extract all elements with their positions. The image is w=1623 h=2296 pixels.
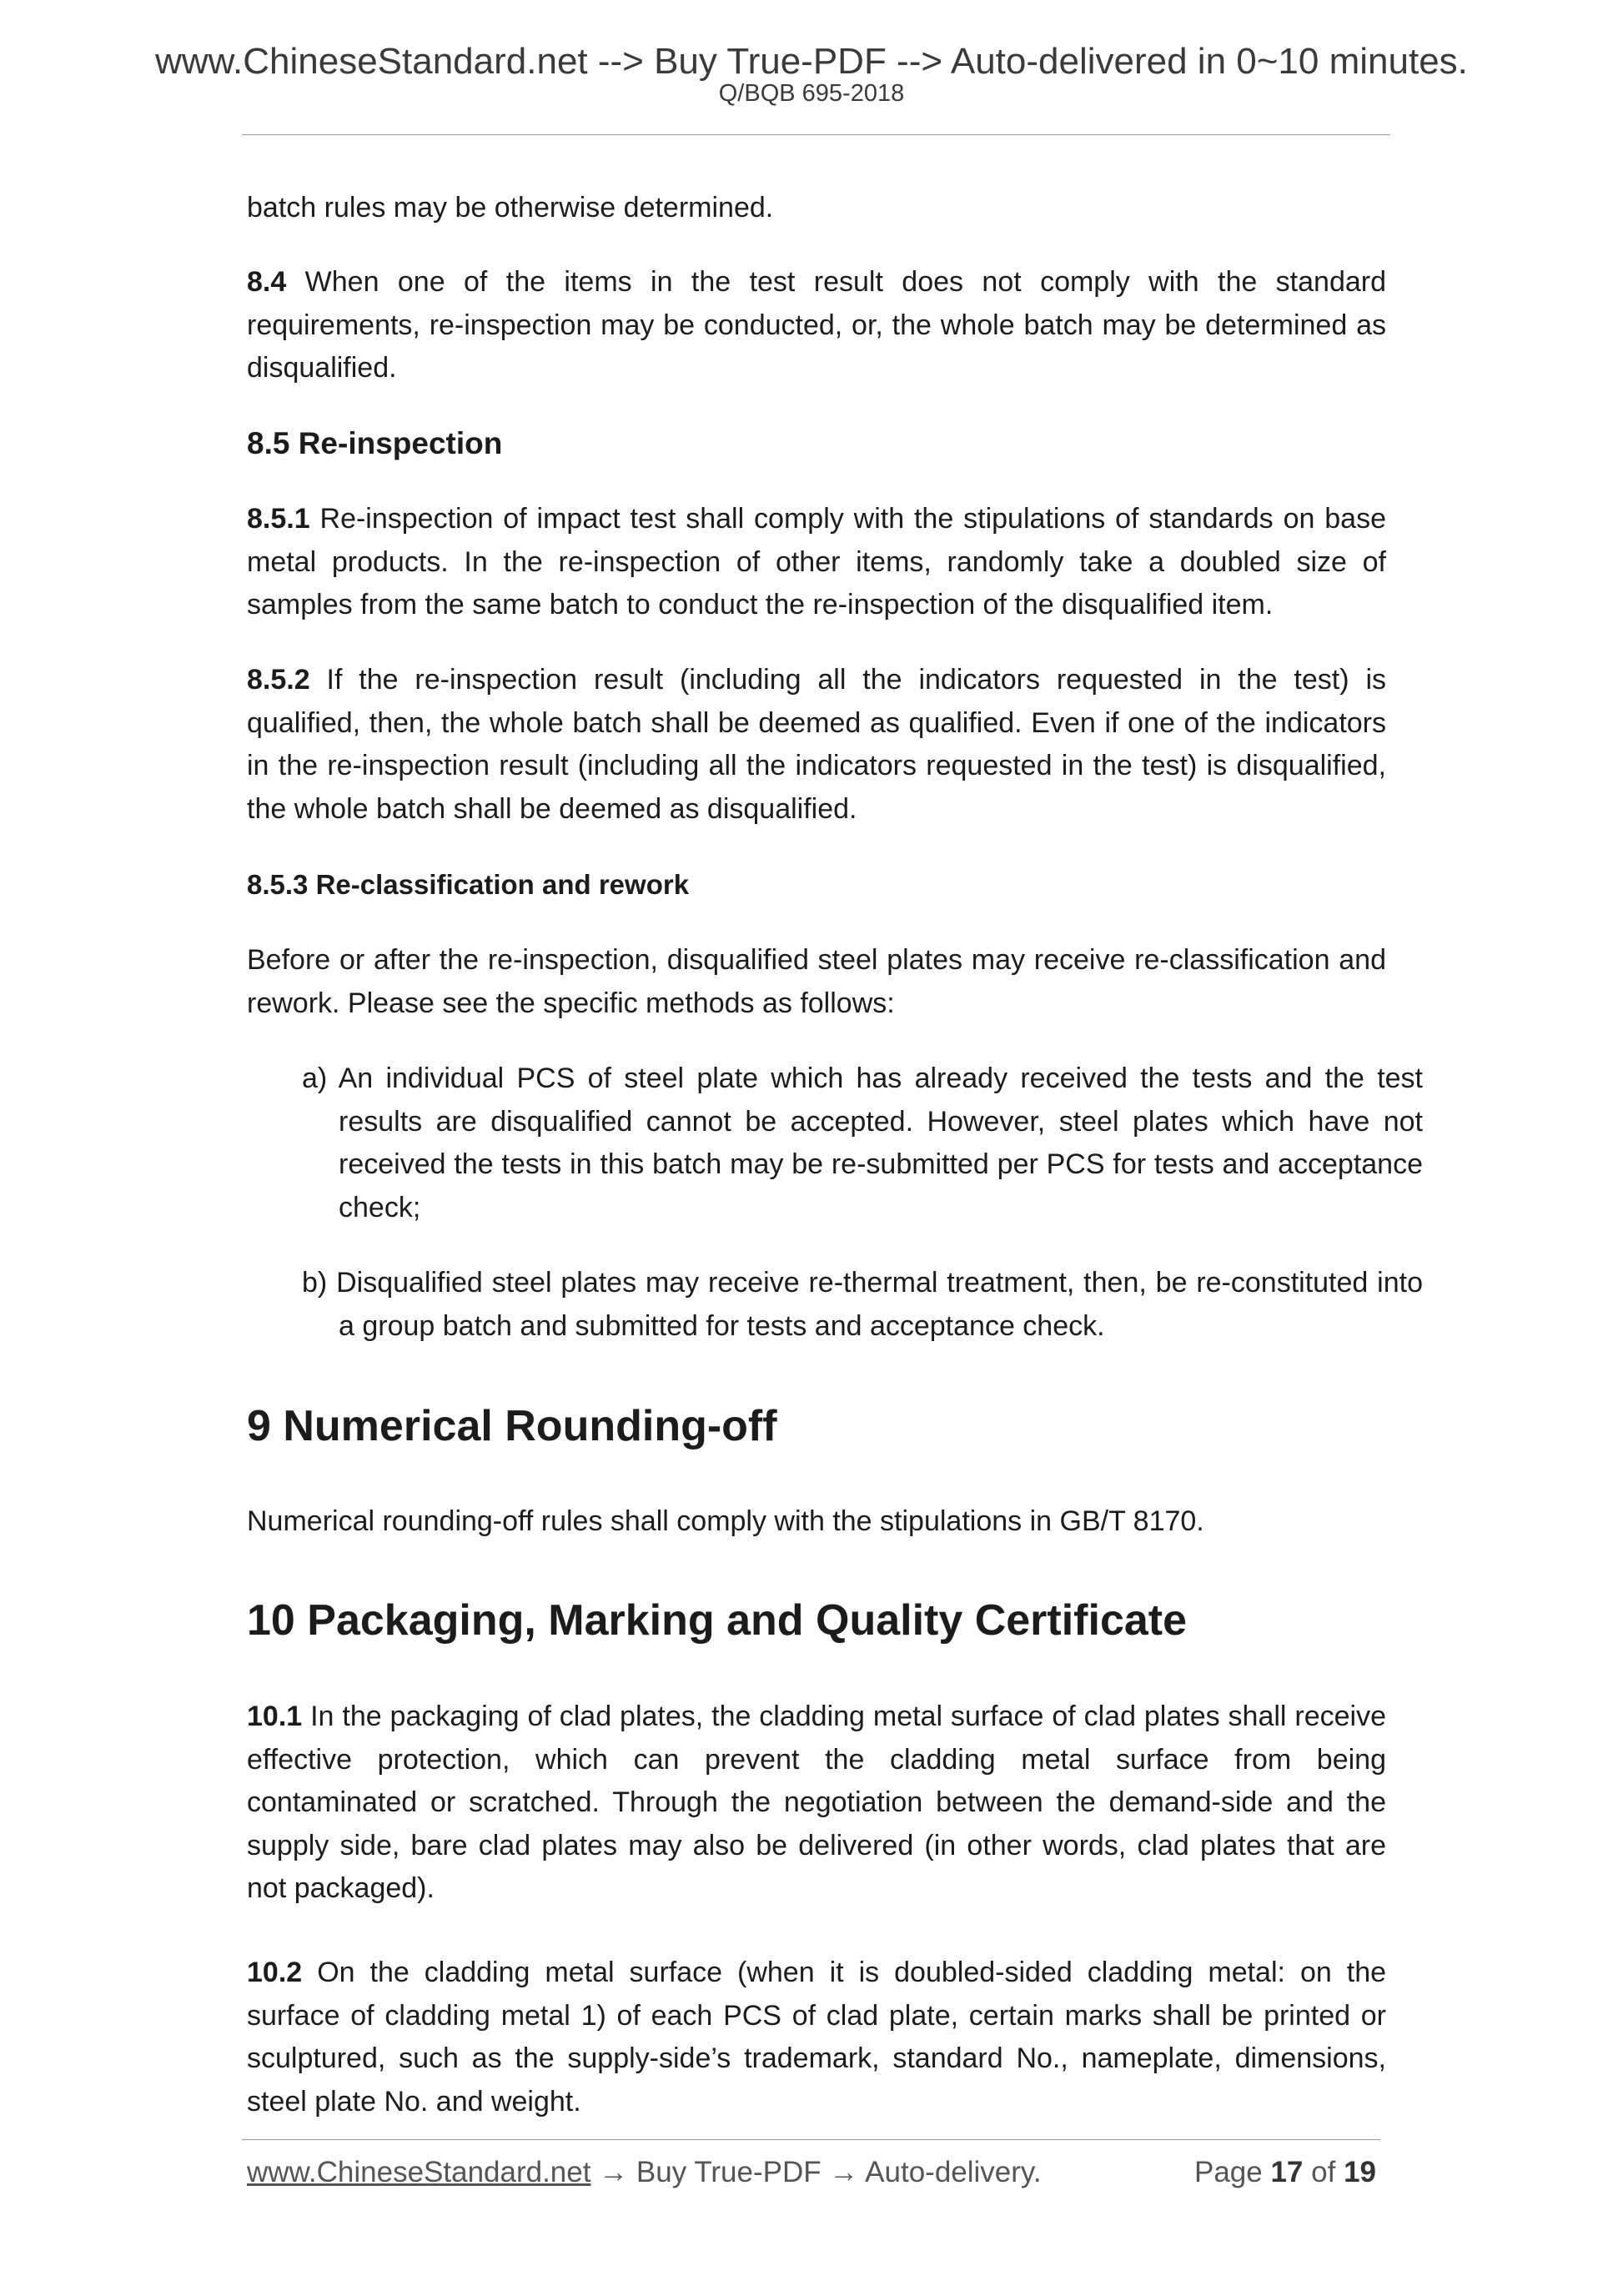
page-indicator: Page 17 of 19 <box>1193 2156 1376 2188</box>
clause-number: 8.5.1 <box>247 503 310 535</box>
clause-10-2: 10.2 On the cladding metal surface (when it is doubled-sided cladding metal: on the surface of cladding metal 1) of each PCS of clad plate, certain marks shall be printed or sculptured, such as the supply-side’s trademark, standard No., nameplate, dimensions, steel plate No. and weight. <box>247 1957 1387 2118</box>
heading-8-5: 8.5 Re-inspection <box>247 426 503 460</box>
paragraph-batch-rules: batch rules may be otherwise determined. <box>247 192 774 224</box>
list-item-b: b) Disqualified steel plates may receive re-thermal treatment, then, be re-constituted into a group batch and submitted for tests and acceptance check. <box>302 1267 1423 1342</box>
page-footer <box>247 2156 1383 2189</box>
current-page: 17 <box>1270 2156 1304 2188</box>
clause-number: 8.5.2 <box>247 664 310 696</box>
heading-section-10: 10 Packaging, Marking and Quality Certificate <box>247 1596 1188 1645</box>
clause-number: 10.1 <box>247 1701 303 1732</box>
clause-8-4: 8.4 When one of the items in the test result does not comply with the standard requirements, re-inspection may be conducted, or, the whole batch may be determined as disqualified. <box>247 266 1387 384</box>
heading-8-5-3: 8.5.3 Re-classification and rework <box>247 869 690 900</box>
paragraph-section-9: Numerical rounding-off rules shall comply with the stipulations in GB/T 8170. <box>247 1505 1204 1537</box>
list-item-a: a) An individual PCS of steel plate which has already received the tests and the test results are disqualified cannot be accepted. However, steel plates which have not received the tests in this batch may be re-submitted per PCS for tests and acceptance check; <box>302 1063 1423 1223</box>
clause-number: 8.4 <box>247 266 287 298</box>
document-code: Q/BQB 695-2018 <box>718 80 905 107</box>
paragraph-8-5-3: Before or after the re-inspection, disqualified steel plates may receive re-classification and rework. Please see the specific methods as follows: <box>247 944 1386 1019</box>
total-pages: 19 <box>1344 2156 1376 2188</box>
footer-tagline: → Buy True-PDF → Auto-delivery. <box>590 2156 1042 2188</box>
clause-8-5-2: 8.5.2 If the re-inspection result (including all the indicators requested in the test) is qualified, then, the whole batch shall be deemed as qualified. Even if one of the indicators in the re-inspection result (including all the indicators requested in the test) is disqualified, the whole batch shall be deemed as disqualified. <box>247 664 1386 825</box>
clause-10-1: 10.1 In the packaging of clad plates, the cladding metal surface of clad plates shall receive effective protection, which can prevent the cladding metal surface from being contaminated or scratched. Through the negotiation between the demand-side and the supply side, bare clad plates may also be delivered (in other words, clad plates that are not packaged). <box>247 1701 1386 1904</box>
footer-divider <box>242 2139 1380 2140</box>
clause-8-5-1: 8.5.1 Re-inspection of impact test shall comply with the stipulations of standards on base metal products. In the re-inspection of other items, randomly take a doubled size of samples from the same batch to conduct the re-inspection of the disqualified item. <box>247 503 1386 620</box>
site-banner: www.ChineseStandard.net --> Buy True-PDF --> Auto-delivered in 0~10 minutes. <box>155 41 1468 82</box>
clause-number: 10.2 <box>247 1957 303 1988</box>
heading-section-9: 9 Numerical Rounding-off <box>247 1402 777 1450</box>
footer-site-link[interactable]: www.ChineseStandard.net <box>247 2156 591 2188</box>
header-divider <box>242 134 1390 135</box>
